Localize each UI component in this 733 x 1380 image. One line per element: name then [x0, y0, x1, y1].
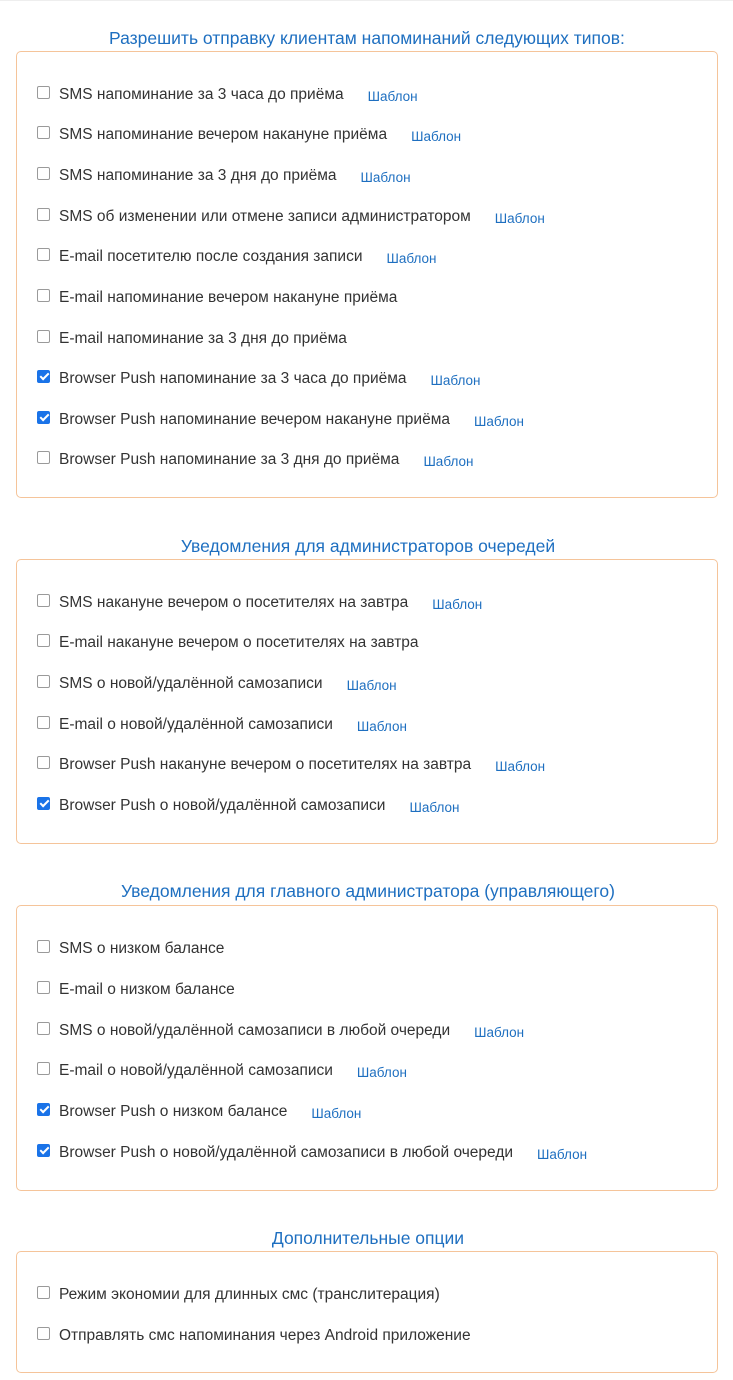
- checkbox[interactable]: [37, 1286, 50, 1299]
- checkbox[interactable]: [37, 981, 50, 994]
- option-row: [37, 247, 437, 267]
- template-link[interactable]: Шаблон: [409, 799, 460, 815]
- checkbox[interactable]: [37, 370, 50, 383]
- option-row: [37, 980, 235, 1000]
- option-row: [37, 1102, 361, 1122]
- checkbox[interactable]: [37, 86, 50, 99]
- checkbox[interactable]: [37, 411, 50, 424]
- option-row: [37, 1021, 524, 1041]
- option-label: E-mail посетителю после создания записи: [59, 248, 363, 265]
- checkbox[interactable]: [37, 1062, 50, 1075]
- template-link[interactable]: Шаблон: [356, 718, 407, 734]
- template-link[interactable]: Шаблон: [430, 372, 481, 388]
- checkbox[interactable]: [37, 756, 50, 769]
- checkbox[interactable]: [37, 797, 50, 810]
- option-label: E-mail о новой/удалённой самозаписи: [59, 1062, 333, 1079]
- template-link[interactable]: Шаблон: [356, 1064, 407, 1080]
- template-link[interactable]: Шаблон: [474, 1024, 525, 1040]
- option-label: E-mail накануне вечером о посетителях на завтра: [59, 634, 419, 651]
- checkbox[interactable]: [37, 208, 50, 221]
- option-label: Browser Push напоминание вечером накануне приёма: [59, 411, 450, 428]
- option-row: [37, 939, 224, 959]
- checkbox[interactable]: [37, 1103, 50, 1116]
- option-row: [37, 329, 347, 349]
- panel-extra-options: [16, 1251, 718, 1373]
- option-label: SMS о низком балансе: [59, 940, 225, 957]
- section-title-client-reminders: Разрешить отправку клиентам напоминаний следующих типов:: [109, 28, 625, 48]
- checkbox[interactable]: [37, 167, 50, 180]
- option-row: [37, 125, 461, 145]
- template-link[interactable]: Шаблон: [494, 210, 545, 226]
- checkbox[interactable]: [37, 1022, 50, 1035]
- checkbox[interactable]: [37, 451, 50, 464]
- option-label: SMS об изменении или отмене записи администратором: [59, 208, 471, 225]
- option-row: [37, 1326, 471, 1346]
- template-link[interactable]: Шаблон: [386, 250, 437, 266]
- option-row: [37, 369, 481, 389]
- option-label: Browser Push о новой/удалённой самозаписи в любой очереди: [59, 1144, 514, 1161]
- option-label: Отправлять смс напоминания через Android приложение: [59, 1327, 471, 1344]
- checkbox[interactable]: [37, 634, 50, 647]
- option-label: Browser Push напоминание за 3 часа до приёма: [59, 370, 407, 387]
- panel-client-reminders: [16, 51, 718, 498]
- template-link[interactable]: Шаблон: [537, 1146, 588, 1162]
- template-link[interactable]: Шаблон: [367, 88, 418, 104]
- option-row: [37, 633, 419, 653]
- option-label: Режим экономии для длинных смс (транслитерация): [59, 1286, 440, 1303]
- template-link[interactable]: Шаблон: [411, 128, 462, 144]
- panel-main-admin: [16, 905, 718, 1191]
- option-label: Browser Push накануне вечером о посетителях на завтра: [59, 756, 472, 773]
- checkbox[interactable]: [37, 289, 50, 302]
- option-row: [37, 755, 545, 775]
- option-label: Browser Push напоминание за 3 дня до приёма: [59, 451, 400, 468]
- section-title-main-admin: Уведомления для главного администратора (управляющего): [121, 881, 615, 901]
- checkbox[interactable]: [37, 248, 50, 261]
- option-label: Browser Push о низком балансе: [59, 1103, 288, 1120]
- option-row: [37, 593, 482, 613]
- template-link[interactable]: Шаблон: [473, 413, 524, 429]
- option-row: [37, 85, 418, 105]
- checkbox[interactable]: [37, 330, 50, 343]
- option-label: E-mail напоминание вечером накануне приёма: [59, 289, 398, 306]
- option-row: [37, 207, 545, 227]
- option-label: SMS напоминание за 3 дня до приёма: [59, 167, 337, 184]
- section-title-queue-admins: Уведомления для администраторов очередей: [180, 536, 556, 556]
- template-link[interactable]: Шаблон: [346, 677, 397, 693]
- template-link[interactable]: Шаблон: [311, 1105, 362, 1121]
- checkbox[interactable]: [37, 126, 50, 139]
- option-label: SMS накануне вечером о посетителях на завтра: [59, 594, 409, 611]
- checkbox[interactable]: [37, 675, 50, 688]
- option-label: E-mail напоминание за 3 дня до приёма: [59, 330, 347, 347]
- template-link[interactable]: Шаблон: [495, 758, 546, 774]
- option-label: SMS напоминание за 3 часа до приёма: [59, 86, 344, 103]
- option-label: E-mail о низком балансе: [59, 981, 235, 998]
- option-row: [37, 715, 407, 735]
- checkbox[interactable]: [37, 716, 50, 729]
- option-label: SMS о новой/удалённой самозаписи в любой очереди: [59, 1022, 451, 1039]
- option-row: [37, 166, 411, 186]
- option-label: SMS о новой/удалённой самозаписи: [59, 675, 323, 692]
- checkbox[interactable]: [37, 1327, 50, 1340]
- checkbox[interactable]: [37, 940, 50, 953]
- option-row: [37, 1285, 440, 1305]
- template-link[interactable]: Шаблон: [423, 453, 474, 469]
- option-row: [37, 450, 473, 470]
- option-row: [37, 796, 459, 816]
- checkbox[interactable]: [37, 1144, 50, 1157]
- template-link[interactable]: Шаблон: [360, 169, 411, 185]
- option-label: Browser Push о новой/удалённой самозаписи: [59, 797, 386, 814]
- option-row: [37, 410, 524, 430]
- option-label: E-mail о новой/удалённой самозаписи: [59, 716, 333, 733]
- option-row: [37, 288, 397, 308]
- option-row: [37, 674, 397, 694]
- template-link[interactable]: Шаблон: [432, 596, 483, 612]
- option-row: [37, 1061, 407, 1081]
- top-divider: [0, 0, 733, 1]
- panel-queue-admins: [16, 559, 718, 844]
- checkbox[interactable]: [37, 594, 50, 607]
- section-title-extra-options: Дополнительные опции: [271, 1228, 465, 1248]
- option-label: SMS напоминание вечером накануне приёма: [59, 126, 388, 143]
- option-row: [37, 1143, 587, 1163]
